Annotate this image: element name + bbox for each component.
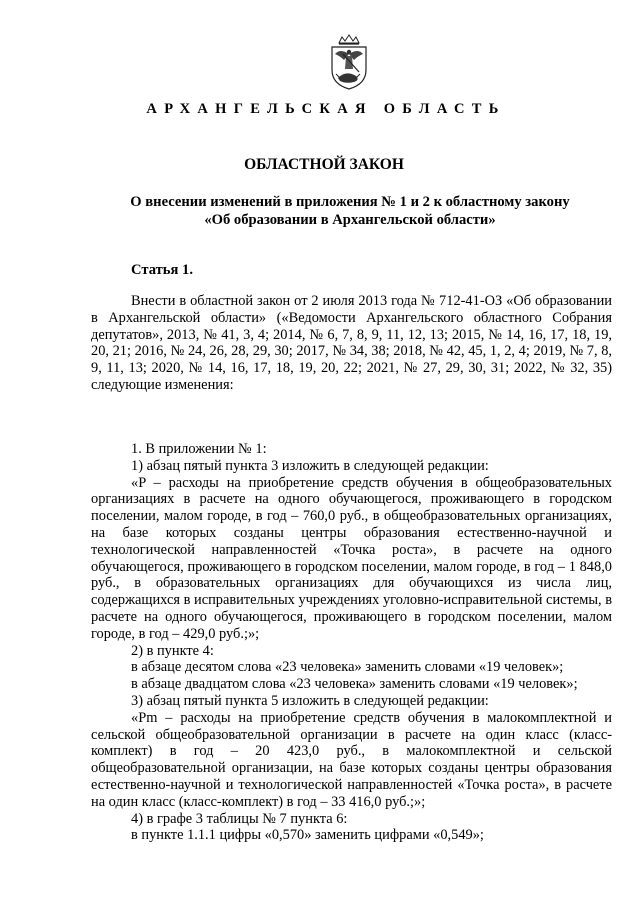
quoted-paragraph: «P – расходы на приобретение средств обучения в общеобразовательных организациях в расчете на одного обучающегося, проживающего в городском поселении, малом городе, в год – 760,0 руб., в общеобразовательных организациях, на базе которых созданы центры образования естественно-научной и технологической направленностей «Точка роста», в расчете на одного обучающегося, проживающего в городском поселении, малом городе, в год – 1 848,0 руб., в образовательных организациях для обучающихся из числа лиц, содержащихся в исправительных учреждениях уголовно-исправительной системы, в расчете на одного обучающегося, проживающего в городском поселении, малом городе, в год – 429,0 руб.;»; [91, 474, 612, 642]
intro-block [91, 293, 612, 394]
quoted-paragraph: «Pm – расходы на приобретение средств обучения в малокомплектной и сельской общеобразовательной организации в расчете на один класс (класс-комплект) в год – 20 423,0 руб., в малокомплектной и сельской общеобразовательной организации, на базе которых созданы центры образования естественно-научной и технологической направленностей «Точка роста», в расчете на один класс (класс-комплект) в год – 33 416,0 руб.;»; [91, 709, 612, 810]
amendments-block [91, 441, 612, 844]
list-item: 1) абзац пятый пункта 3 изложить в следующей редакции: [131, 457, 489, 474]
region-name: АРХАНГЕЛЬСКАЯ ОБЛАСТЬ [146, 101, 506, 117]
law-title-line-2: «Об образовании в Архангельской области» [204, 212, 496, 228]
list-item: 4) в графе 3 таблицы № 7 пункта 6: [131, 810, 348, 827]
list-item: 2) в пункте 4: [131, 642, 214, 659]
coat-of-arms-icon [326, 34, 372, 90]
intro-paragraph: Внести в областной закон от 2 июля 2013 года № 712-41-ОЗ «Об образовании в Архангельской области» («Ведомости Архангельского областного Собрания депутатов», 2013, № 41, 3, 4; 2014, № 6, 7, 8, 9, 11, 12, 13; 2015, № 14, 16, 17, 18, 19, 20, 21; 2016, № 24, 26, 28, 29, 30; 2017, № 34, 38; 2018, № 42, 45, 1, 2, 4; 2019, № 7, 8, 9, 11, 13; 2020, № 14, 16, 17, 18, 19, 20, 22; 2021, № 27, 29, 30, 31; 2022, № 32, 35) следующие изменения: [91, 293, 612, 393]
law-title-line-1: О внесении изменений в приложения № 1 и 2 к областному закону [130, 194, 570, 210]
list-item: в пункте 1.1.1 цифры «0,570» заменить цифрами «0,549»; [131, 827, 484, 844]
article-heading: Статья 1. [131, 262, 193, 278]
section-heading: 1. В приложении № 1: [131, 441, 267, 457]
list-item: в абзаце двадцатом слова «23 человека» заменить словами «19 человек»; [131, 676, 578, 693]
list-item: в абзаце десятом слова «23 человека» заменить словами «19 человек»; [131, 659, 564, 676]
list-item: 3) абзац пятый пункта 5 изложить в следующей редакции: [131, 692, 489, 709]
law-type-heading: ОБЛАСТНОЙ ЗАКОН [244, 156, 404, 173]
law-title [120, 193, 580, 229]
